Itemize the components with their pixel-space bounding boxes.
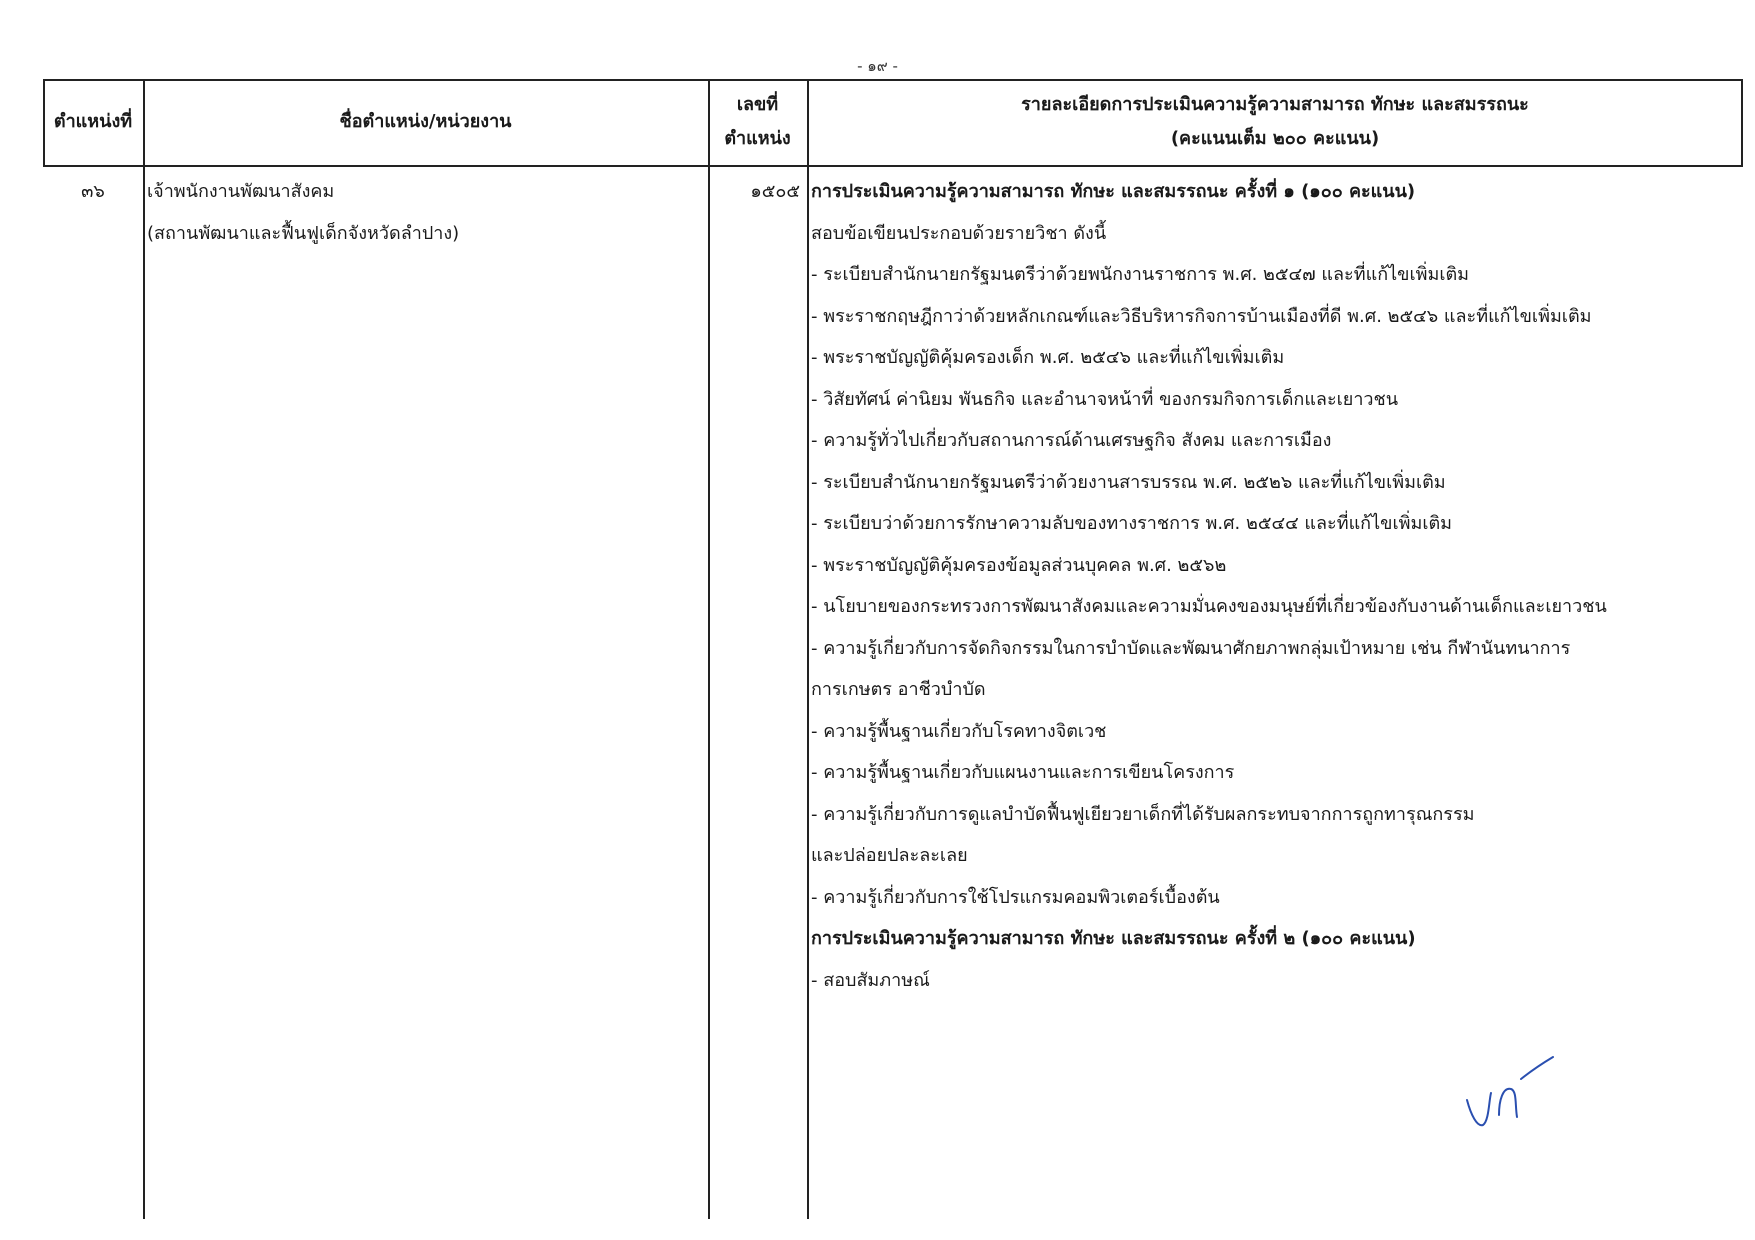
header-bottom-border (43, 165, 1743, 167)
page-number: - ๑๙ - (857, 57, 898, 75)
header-position-code (708, 79, 807, 165)
detail-item: - ความรู้เกี่ยวกับการดูแลบำบัดฟื้นฟูเยียวยาเด็กที่ได้รับผลกระทบจากการถูกทารุณกรรม (811, 803, 1475, 825)
header-details-line1: รายละเอียดการประเมินความรู้ความสามารถ ทักษะ และสมรรถนะ (1021, 94, 1529, 115)
header-position-no-label: ตำแหน่งที่ (53, 111, 133, 132)
signature-mark (1455, 1045, 1565, 1135)
detail-item: - ความรู้พื้นฐานเกี่ยวกับแผนงานและการเขียนโครงการ (811, 762, 1235, 783)
detail-item: - ระเบียบสำนักนายกรัฐมนตรีว่าด้วยงานสารบรรณ พ.ศ. ๒๕๒๖ และที่แก้ไขเพิ่มเติม (811, 471, 1446, 493)
header-details (807, 79, 1743, 165)
header-position-no (43, 79, 143, 165)
detail-item: - วิสัยทัศน์ ค่านิยม พันธกิจ และอำนาจหน้าที่ ของกรมกิจการเด็กและเยาวชน (811, 388, 1399, 410)
detail-item: สอบข้อเขียนประกอบด้วยรายวิชา ดังนี้ (811, 222, 1107, 244)
cell-position-name (147, 171, 459, 254)
header-position-code-line2: ตำแหน่ง (724, 128, 791, 149)
cell-position-no: ๓๖ (81, 181, 105, 202)
header-position-name-label: ชื่อตำแหน่ง/หน่วยงาน (339, 111, 512, 132)
cell-position-code: ๑๕๐๕ (750, 181, 800, 202)
detail-item: - ความรู้เกี่ยวกับการใช้โปรแกรมคอมพิวเตอร์เบื้องต้น (811, 886, 1220, 908)
detail-item: การเกษตร อาชีวบำบัด (811, 679, 986, 700)
section-heading: การประเมินความรู้ความสามารถ ทักษะ และสมรรถนะ ครั้งที่ ๒ (๑๐๐ คะแนน) (811, 928, 1416, 949)
detail-item: - นโยบายของกระทรวงการพัฒนาสังคมและความมั่นคงของมนุษย์ที่เกี่ยวข้องกับงานด้านเด็กและเยาวชน (811, 596, 1607, 617)
col-divider-3 (807, 79, 809, 1219)
detail-item: - ระเบียบว่าด้วยการรักษาความลับของทางราชการ พ.ศ. ๒๕๔๔ และที่แก้ไขเพิ่มเติม (811, 513, 1453, 534)
detail-item: - ระเบียบสำนักนายกรัฐมนตรีว่าด้วยพนักงานราชการ พ.ศ. ๒๕๔๗ และที่แก้ไขเพิ่มเติม (811, 264, 1470, 285)
header-position-code-line1: เลขที่ (736, 94, 779, 115)
cell-details (811, 171, 1741, 1001)
detail-item: - พระราชกฤษฎีกาว่าด้วยหลักเกณฑ์และวิธีบริหารกิจการบ้านเมืองที่ดี พ.ศ. ๒๕๔๖ และที่แก้ไขเพิ่มเติม (811, 305, 1592, 327)
detail-item: - ความรู้พื้นฐานเกี่ยวกับโรคทางจิตเวช (811, 720, 1107, 742)
detail-item: - พระราชบัญญัติคุ้มครองข้อมูลส่วนบุคคล พ.ศ. ๒๕๖๒ (811, 554, 1227, 576)
position-title: เจ้าพนักงานพัฒนาสังคม (147, 181, 335, 202)
position-unit: (สถานพัฒนาและฟื้นฟูเด็กจังหวัดลำปาง) (147, 222, 460, 244)
detail-item: - สอบสัมภาษณ์ (811, 969, 930, 991)
detail-item: - ความรู้เกี่ยวกับการจัดกิจกรรมในการบำบัดและพัฒนาศักยภาพกลุ่มเป้าหมาย เช่น กีฬานันทนาการ (811, 637, 1571, 659)
detail-item: - พระราชบัญญัติคุ้มครองเด็ก พ.ศ. ๒๕๔๖ และที่แก้ไขเพิ่มเติม (811, 347, 1285, 368)
detail-item: - ความรู้ทั่วไปเกี่ยวกับสถานการณ์ด้านเศรษฐกิจ สังคม และการเมือง (811, 430, 1332, 451)
detail-item: และปล่อยปละละเลย (811, 845, 968, 866)
header-details-line2: (คะแนนเต็ม ๒๐๐ คะแนน) (1170, 128, 1380, 149)
col-divider-2 (708, 79, 710, 1219)
col-divider-1 (143, 79, 145, 1219)
header-position-name (143, 79, 708, 165)
section-heading: การประเมินความรู้ความสามารถ ทักษะ และสมรรถนะ ครั้งที่ ๑ (๑๐๐ คะแนน) (811, 181, 1416, 202)
